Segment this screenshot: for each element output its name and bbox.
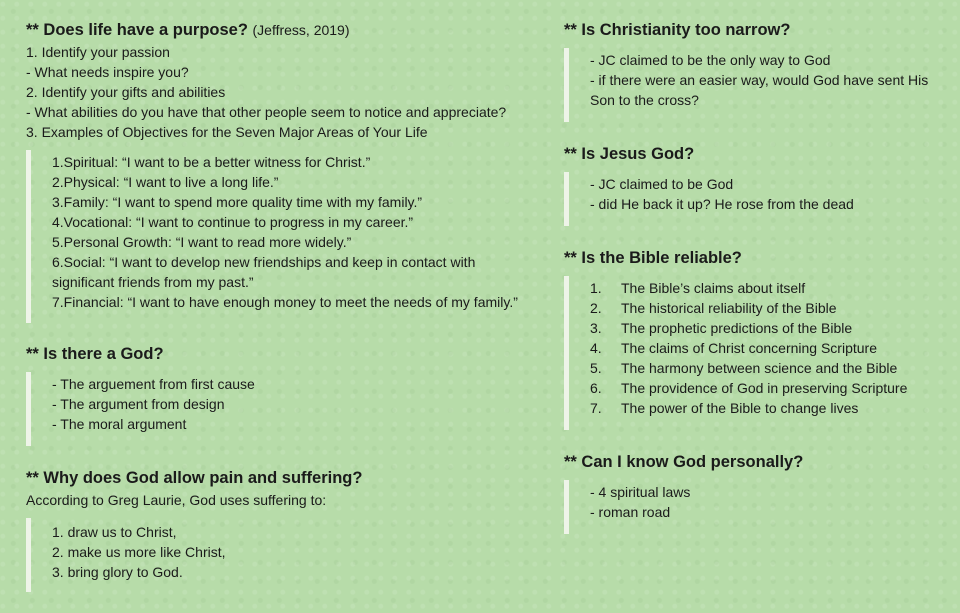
list-item — [590, 318, 940, 338]
section-narrow — [564, 20, 944, 122]
section-heading-jesus: ** Is Jesus God? — [564, 145, 695, 163]
section-personal — [564, 452, 944, 534]
text-line: - What needs inspire you? — [26, 64, 189, 80]
list-item: - 4 spiritual laws — [590, 484, 691, 500]
text-line: According to Greg Laurie, God uses suffering to: — [26, 492, 327, 508]
list-number: 1. — [590, 280, 602, 296]
list-item: 2.Physical: “I want to live a long life.” — [52, 174, 279, 190]
text-line: - What abilities do you have that other people seem to notice and appreciate? — [26, 104, 507, 120]
section-suffering — [26, 468, 546, 592]
list-item: 7.Financial: “I want to have enough money to meet the needs of my family.” — [52, 294, 518, 310]
section-heading-suffering: ** Why does God allow pain and suffering? — [26, 469, 363, 487]
list-item: - The arguement from first cause — [52, 376, 255, 392]
blockquote-objectives — [26, 150, 522, 323]
list-item — [590, 398, 940, 418]
section-heading-purpose: ** Does life have a purpose? (Jeffress, 2019) — [26, 21, 350, 39]
list-number: 5. — [590, 360, 602, 376]
blockquote-bible — [564, 276, 940, 430]
list-item: 3. bring glory to God. — [52, 564, 183, 580]
list-item — [590, 358, 940, 378]
list-item — [590, 338, 940, 358]
list-item — [590, 378, 940, 398]
list-item — [590, 298, 940, 318]
blockquote-narrow — [564, 48, 940, 122]
section-heading-narrow: ** Is Christianity too narrow? — [564, 21, 791, 39]
list-item: 5.Personal Growth: “I want to read more widely.” — [52, 234, 352, 250]
list-item: 1. draw us to Christ, — [52, 524, 177, 540]
section-heading-god-exists: ** Is there a God? — [26, 345, 164, 363]
list-item: 1.Spiritual: “I want to be a better witness for Christ.” — [52, 154, 371, 170]
section-bible — [564, 248, 944, 430]
list-number: 2. — [590, 300, 602, 316]
list-item: - The argument from design — [52, 396, 225, 412]
text-line: 2. Identify your gifts and abilities — [26, 84, 226, 100]
list-item: 4.Vocational: “I want to continue to progress in my career.” — [52, 214, 414, 230]
section-heading-personal: ** Can I know God personally? — [564, 453, 804, 471]
section-jesus — [564, 144, 944, 226]
list-number: 6. — [590, 380, 602, 396]
list-item: - JC claimed to be the only way to God — [590, 52, 831, 68]
list-number: 4. — [590, 340, 602, 356]
section-purpose — [26, 20, 546, 323]
list-text: The historical reliability of the Bible — [621, 300, 837, 316]
list-text: The prophetic predictions of the Bible — [621, 320, 853, 336]
list-text: The power of the Bible to change lives — [621, 400, 859, 416]
list-text: The Bible’s claims about itself — [621, 280, 806, 296]
list-text: The harmony between science and the Bible — [621, 360, 898, 376]
list-number: 7. — [590, 400, 602, 416]
blockquote-personal — [564, 480, 940, 534]
text-line: 3. Examples of Objectives for the Seven Major Areas of Your Life — [26, 124, 428, 140]
list-item: - did He back it up? He rose from the dead — [590, 196, 854, 212]
list-text: The providence of God in preserving Scripture — [621, 380, 908, 396]
text-line: 1. Identify your passion — [26, 44, 170, 60]
list-item: - roman road — [590, 504, 671, 520]
blockquote-jesus — [564, 172, 940, 226]
list-item — [590, 278, 940, 298]
list-item: 2. make us more like Christ, — [52, 544, 226, 560]
list-item: 3.Family: “I want to spend more quality time with my family.” — [52, 194, 423, 210]
list-item: - JC claimed to be God — [590, 176, 734, 192]
list-item: - if there were an easier way, would God have sent His Son to the cross? — [590, 72, 929, 108]
list-text: The claims of Christ concerning Scripture — [621, 340, 877, 356]
citation: (Jeffress, 2019) — [252, 22, 350, 38]
section-god-exists — [26, 344, 546, 446]
list-item: 6.Social: “I want to develop new friendships and keep in contact with significant friends from my past.” — [52, 254, 476, 290]
list-number: 3. — [590, 320, 602, 336]
section-heading-bible: ** Is the Bible reliable? — [564, 249, 742, 267]
blockquote-arguments — [26, 372, 522, 446]
blockquote-suffering — [26, 518, 522, 592]
list-item: - The moral argument — [52, 416, 187, 432]
